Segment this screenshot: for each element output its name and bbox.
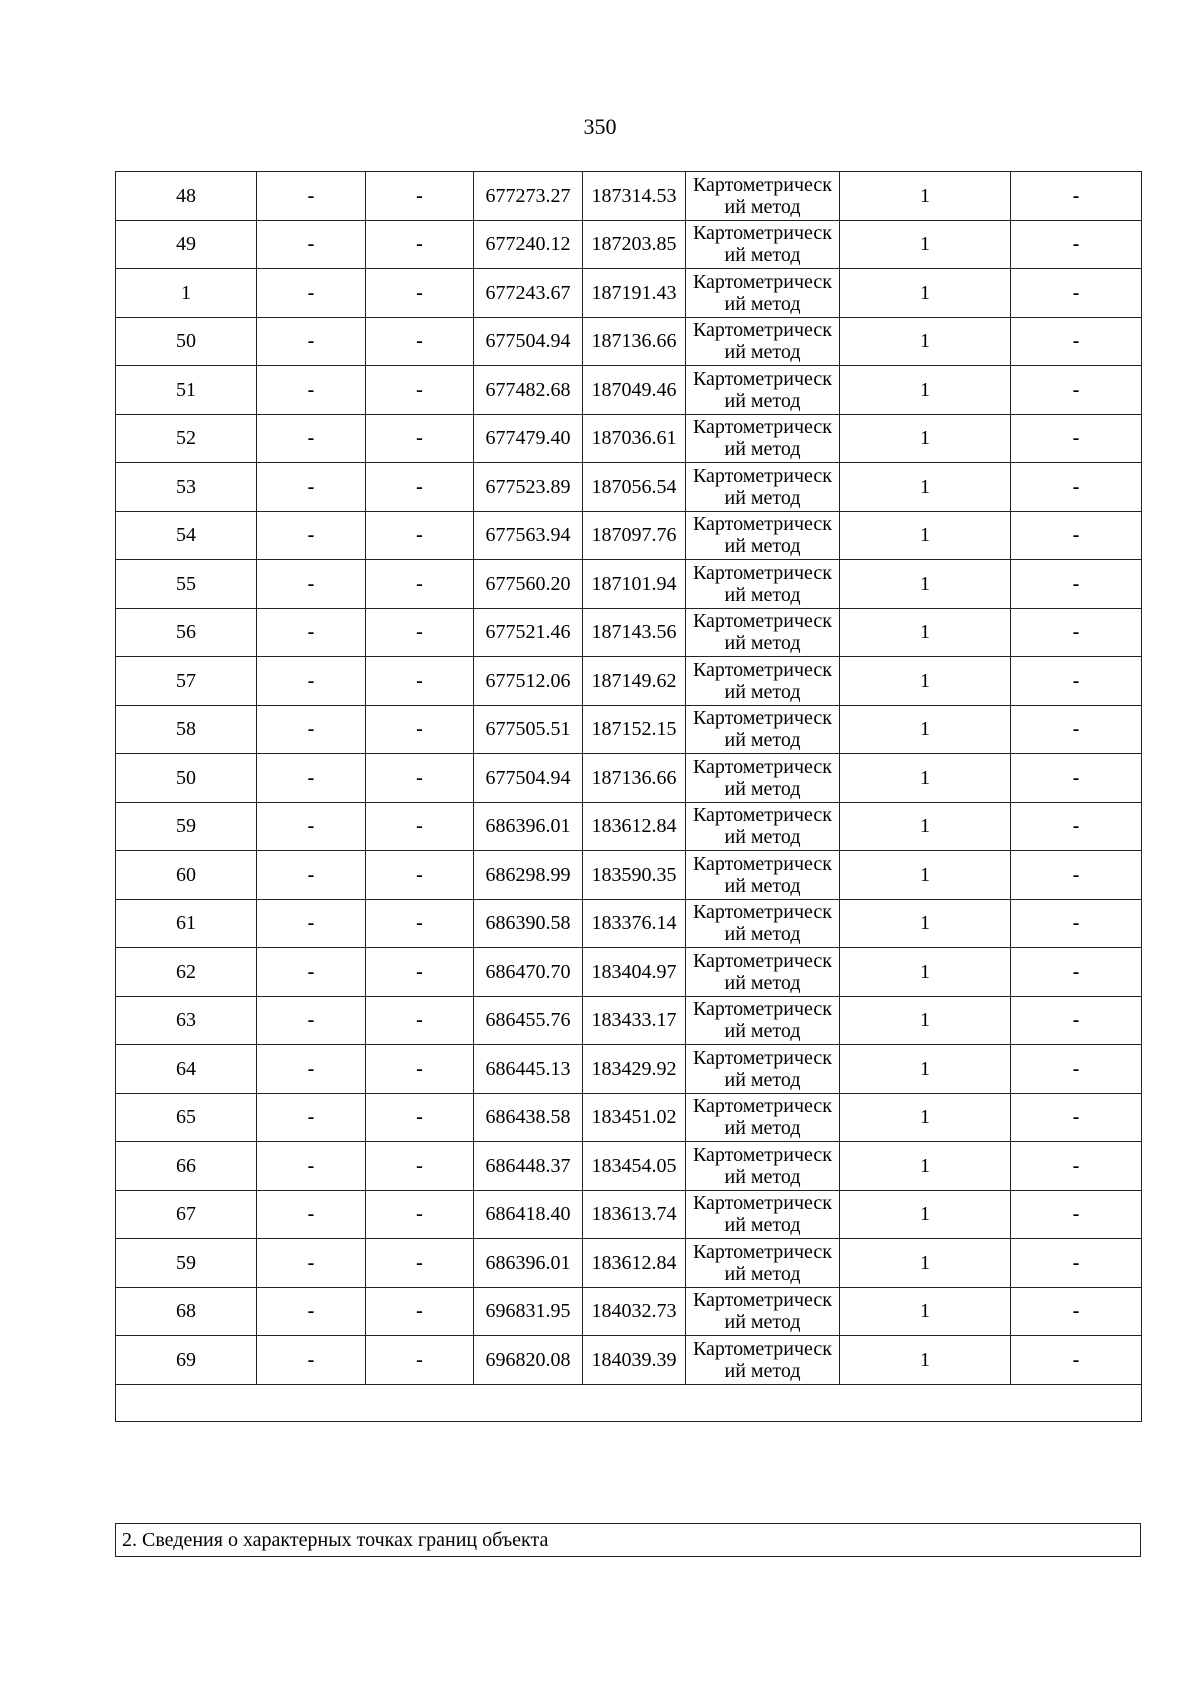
accuracy-cell: 1 [840,1045,1011,1094]
point-number-cell: 54 [116,511,257,560]
x-coordinate-cell: 677505.51 [474,705,583,754]
table-row [116,511,1142,560]
accuracy-cell: 1 [840,317,1011,366]
y-coordinate-cell: 187191.43 [583,269,686,318]
y-coordinate-cell: 183590.35 [583,851,686,900]
description-cell: - [1011,948,1142,997]
old-x-cell: - [257,511,366,560]
x-coordinate-cell: 686418.40 [474,1190,583,1239]
old-y-cell: - [366,463,474,512]
old-x-cell: - [257,1142,366,1191]
method-cell: Картометрический метод [686,414,840,463]
point-number-cell: 56 [116,608,257,657]
y-coordinate-cell: 183454.05 [583,1142,686,1191]
x-coordinate-cell: 696831.95 [474,1287,583,1336]
x-coordinate-cell: 686455.76 [474,996,583,1045]
description-cell: - [1011,705,1142,754]
table-row [116,172,1142,221]
y-coordinate-cell: 187097.76 [583,511,686,560]
x-coordinate-cell: 686470.70 [474,948,583,997]
old-y-cell: - [366,1336,474,1385]
accuracy-cell: 1 [840,269,1011,318]
table-row [116,1336,1142,1385]
description-cell: - [1011,996,1142,1045]
method-cell: Картометрический метод [686,172,840,221]
old-x-cell: - [257,269,366,318]
table-row [116,608,1142,657]
description-cell: - [1011,1142,1142,1191]
method-cell: Картометрический метод [686,560,840,609]
description-cell: - [1011,317,1142,366]
old-y-cell: - [366,851,474,900]
method-cell: Картометрический метод [686,802,840,851]
point-number-cell: 49 [116,220,257,269]
table-row [116,705,1142,754]
accuracy-cell: 1 [840,220,1011,269]
table-row [116,1093,1142,1142]
accuracy-cell: 1 [840,802,1011,851]
description-cell: - [1011,560,1142,609]
accuracy-cell: 1 [840,366,1011,415]
y-coordinate-cell: 183429.92 [583,1045,686,1094]
table-row [116,1142,1142,1191]
point-number-cell: 51 [116,366,257,415]
accuracy-cell: 1 [840,996,1011,1045]
method-cell: Картометрический метод [686,754,840,803]
accuracy-cell: 1 [840,414,1011,463]
accuracy-cell: 1 [840,948,1011,997]
old-y-cell: - [366,317,474,366]
old-y-cell: - [366,608,474,657]
description-cell: - [1011,414,1142,463]
method-cell: Картометрический метод [686,463,840,512]
point-number-cell: 59 [116,802,257,851]
old-x-cell: - [257,705,366,754]
old-y-cell: - [366,1142,474,1191]
y-coordinate-cell: 183451.02 [583,1093,686,1142]
table-row [116,269,1142,318]
point-number-cell: 57 [116,657,257,706]
method-cell: Картометрический метод [686,1190,840,1239]
point-number-cell: 60 [116,851,257,900]
accuracy-cell: 1 [840,511,1011,560]
y-coordinate-cell: 183613.74 [583,1190,686,1239]
accuracy-cell: 1 [840,705,1011,754]
empty-row [116,1384,1142,1421]
table-row [116,366,1142,415]
old-y-cell: - [366,657,474,706]
old-x-cell: - [257,608,366,657]
table-row [116,414,1142,463]
y-coordinate-cell: 187036.61 [583,414,686,463]
description-cell: - [1011,220,1142,269]
old-x-cell: - [257,1287,366,1336]
point-number-cell: 52 [116,414,257,463]
method-cell: Картометрический метод [686,269,840,318]
method-cell: Картометрический метод [686,899,840,948]
y-coordinate-cell: 187203.85 [583,220,686,269]
old-x-cell: - [257,220,366,269]
old-x-cell: - [257,317,366,366]
description-cell: - [1011,1190,1142,1239]
accuracy-cell: 1 [840,851,1011,900]
old-x-cell: - [257,1093,366,1142]
description-cell: - [1011,463,1142,512]
table-row [116,899,1142,948]
table-row [116,754,1142,803]
point-number-cell: 64 [116,1045,257,1094]
old-x-cell: - [257,851,366,900]
x-coordinate-cell: 677273.27 [474,172,583,221]
old-y-cell: - [366,269,474,318]
old-y-cell: - [366,1093,474,1142]
point-number-cell: 67 [116,1190,257,1239]
description-cell: - [1011,802,1142,851]
y-coordinate-cell: 183404.97 [583,948,686,997]
accuracy-cell: 1 [840,1336,1011,1385]
old-x-cell: - [257,1336,366,1385]
table-row [116,1190,1142,1239]
old-y-cell: - [366,1190,474,1239]
old-x-cell: - [257,899,366,948]
x-coordinate-cell: 677479.40 [474,414,583,463]
old-x-cell: - [257,560,366,609]
x-coordinate-cell: 677240.12 [474,220,583,269]
y-coordinate-cell: 187101.94 [583,560,686,609]
table-row [116,851,1142,900]
y-coordinate-cell: 187314.53 [583,172,686,221]
x-coordinate-cell: 686438.58 [474,1093,583,1142]
old-x-cell: - [257,996,366,1045]
accuracy-cell: 1 [840,1142,1011,1191]
description-cell: - [1011,511,1142,560]
table-body [116,172,1142,1422]
accuracy-cell: 1 [840,608,1011,657]
old-y-cell: - [366,1287,474,1336]
point-number-cell: 69 [116,1336,257,1385]
point-number-cell: 61 [116,899,257,948]
x-coordinate-cell: 686396.01 [474,1239,583,1288]
point-number-cell: 50 [116,754,257,803]
x-coordinate-cell: 677504.94 [474,317,583,366]
old-x-cell: - [257,1239,366,1288]
method-cell: Картометрический метод [686,511,840,560]
point-number-cell: 48 [116,172,257,221]
table-row [116,1045,1142,1094]
accuracy-cell: 1 [840,1093,1011,1142]
old-x-cell: - [257,948,366,997]
method-cell: Картометрический метод [686,608,840,657]
method-cell: Картометрический метод [686,1093,840,1142]
accuracy-cell: 1 [840,1239,1011,1288]
description-cell: - [1011,1093,1142,1142]
method-cell: Картометрический метод [686,366,840,415]
old-y-cell: - [366,366,474,415]
point-number-cell: 55 [116,560,257,609]
method-cell: Картометрический метод [686,1239,840,1288]
old-y-cell: - [366,560,474,609]
y-coordinate-cell: 187136.66 [583,317,686,366]
table-row [116,560,1142,609]
description-cell: - [1011,657,1142,706]
old-y-cell: - [366,802,474,851]
point-number-cell: 1 [116,269,257,318]
method-cell: Картометрический метод [686,705,840,754]
y-coordinate-cell: 184039.39 [583,1336,686,1385]
method-cell: Картометрический метод [686,948,840,997]
old-y-cell: - [366,996,474,1045]
description-cell: - [1011,366,1142,415]
x-coordinate-cell: 686298.99 [474,851,583,900]
old-x-cell: - [257,366,366,415]
old-y-cell: - [366,1045,474,1094]
method-cell: Картометрический метод [686,851,840,900]
old-y-cell: - [366,172,474,221]
old-y-cell: - [366,1239,474,1288]
x-coordinate-cell: 677560.20 [474,560,583,609]
method-cell: Картометрический метод [686,1045,840,1094]
old-y-cell: - [366,754,474,803]
section-heading: 2. Сведения о характерных точках границ объекта [115,1523,1141,1557]
accuracy-cell: 1 [840,463,1011,512]
table-row [116,657,1142,706]
accuracy-cell: 1 [840,1287,1011,1336]
description-cell: - [1011,1239,1142,1288]
point-number-cell: 63 [116,996,257,1045]
method-cell: Картометрический метод [686,1287,840,1336]
accuracy-cell: 1 [840,657,1011,706]
old-y-cell: - [366,220,474,269]
point-number-cell: 50 [116,317,257,366]
table-row [116,1239,1142,1288]
method-cell: Картометрический метод [686,1142,840,1191]
y-coordinate-cell: 187136.66 [583,754,686,803]
x-coordinate-cell: 686390.58 [474,899,583,948]
point-number-cell: 62 [116,948,257,997]
table-row [116,317,1142,366]
description-cell: - [1011,899,1142,948]
old-x-cell: - [257,754,366,803]
point-number-cell: 66 [116,1142,257,1191]
table-row [116,1287,1142,1336]
accuracy-cell: 1 [840,1190,1011,1239]
method-cell: Картометрический метод [686,996,840,1045]
method-cell: Картометрический метод [686,1336,840,1385]
x-coordinate-cell: 677521.46 [474,608,583,657]
point-number-cell: 53 [116,463,257,512]
description-cell: - [1011,608,1142,657]
page-number: 350 [583,114,617,139]
y-coordinate-cell: 183433.17 [583,996,686,1045]
description-cell: - [1011,1336,1142,1385]
old-y-cell: - [366,705,474,754]
coordinates-table [115,171,1142,1422]
old-x-cell: - [257,414,366,463]
method-cell: Картометрический метод [686,657,840,706]
y-coordinate-cell: 187143.56 [583,608,686,657]
table-row [116,802,1142,851]
point-number-cell: 68 [116,1287,257,1336]
old-x-cell: - [257,802,366,851]
description-cell: - [1011,851,1142,900]
description-cell: - [1011,754,1142,803]
x-coordinate-cell: 677482.68 [474,366,583,415]
x-coordinate-cell: 677563.94 [474,511,583,560]
table-row [116,996,1142,1045]
description-cell: - [1011,1287,1142,1336]
old-x-cell: - [257,1190,366,1239]
y-coordinate-cell: 187149.62 [583,657,686,706]
point-number-cell: 58 [116,705,257,754]
old-x-cell: - [257,657,366,706]
description-cell: - [1011,1045,1142,1094]
old-y-cell: - [366,414,474,463]
y-coordinate-cell: 187049.46 [583,366,686,415]
old-x-cell: - [257,172,366,221]
y-coordinate-cell: 183612.84 [583,802,686,851]
description-cell: - [1011,269,1142,318]
table-row [116,948,1142,997]
table-row [116,220,1142,269]
description-cell: - [1011,172,1142,221]
x-coordinate-cell: 686396.01 [474,802,583,851]
y-coordinate-cell: 183612.84 [583,1239,686,1288]
accuracy-cell: 1 [840,560,1011,609]
y-coordinate-cell: 183376.14 [583,899,686,948]
x-coordinate-cell: 677243.67 [474,269,583,318]
old-y-cell: - [366,899,474,948]
old-x-cell: - [257,1045,366,1094]
y-coordinate-cell: 187056.54 [583,463,686,512]
x-coordinate-cell: 677523.89 [474,463,583,512]
old-y-cell: - [366,948,474,997]
empty-cell [116,1384,1142,1421]
method-cell: Картометрический метод [686,317,840,366]
x-coordinate-cell: 686448.37 [474,1142,583,1191]
point-number-cell: 59 [116,1239,257,1288]
old-x-cell: - [257,463,366,512]
accuracy-cell: 1 [840,899,1011,948]
accuracy-cell: 1 [840,754,1011,803]
old-y-cell: - [366,511,474,560]
x-coordinate-cell: 686445.13 [474,1045,583,1094]
accuracy-cell: 1 [840,172,1011,221]
point-number-cell: 65 [116,1093,257,1142]
method-cell: Картометрический метод [686,220,840,269]
x-coordinate-cell: 696820.08 [474,1336,583,1385]
x-coordinate-cell: 677512.06 [474,657,583,706]
x-coordinate-cell: 677504.94 [474,754,583,803]
table-row [116,463,1142,512]
y-coordinate-cell: 187152.15 [583,705,686,754]
y-coordinate-cell: 184032.73 [583,1287,686,1336]
